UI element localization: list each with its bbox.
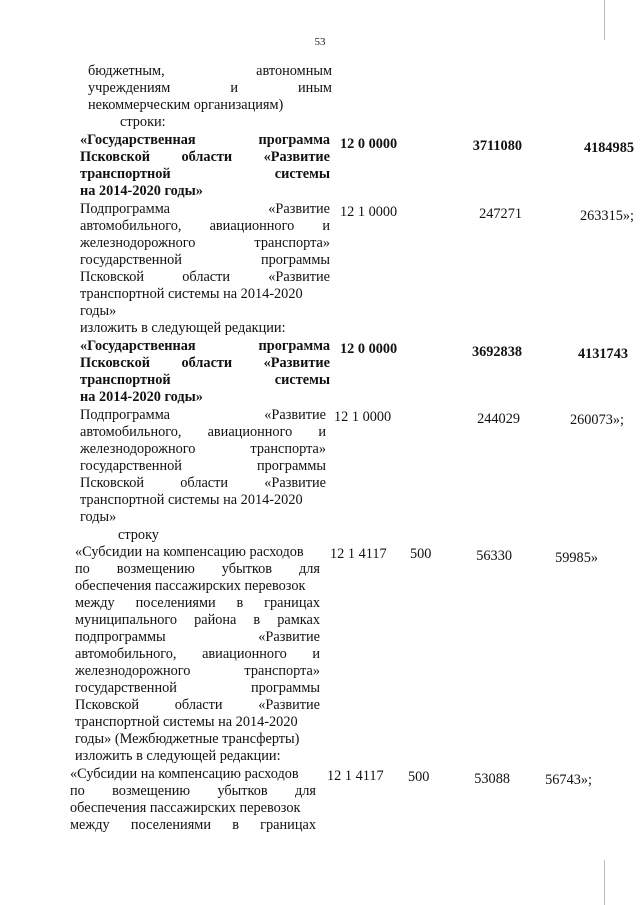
old2-line-5: муниципального района в рамках	[75, 612, 320, 628]
scan-edge-bottom	[604, 860, 605, 905]
old1-row1-value-1: 3711080	[472, 138, 522, 154]
new1-row2-code: 12 1 0000	[334, 409, 392, 425]
new1-row1-line-1: «Государственная программа	[80, 338, 330, 354]
new1-row1-value-1: 3692838	[471, 344, 522, 360]
old2-line-3: обеспечения пассажирских перевозок	[75, 578, 306, 594]
new1-row1-line-2: Псковской области «Развитие	[80, 355, 330, 371]
new1-row1-code: 12 0 0000	[340, 341, 398, 357]
new2-line-2: по возмещению убытков для	[70, 783, 316, 799]
change-instruction-2: изложить в следующей редакции:	[75, 748, 281, 764]
intro-line-3: некоммерческим организациям)	[88, 97, 284, 113]
old2-line-9: государственной программы	[75, 680, 320, 696]
old2-line-2: по возмещению убытков для	[75, 561, 320, 577]
old1-row2-line-6: транспортной системы на 2014-2020	[80, 286, 303, 302]
old2-value-2: 59985»	[555, 550, 598, 566]
old1-row1-line-1: «Государственная программа	[80, 132, 330, 148]
new1-row2-line-1: Подпрограмма «Развитие	[80, 407, 326, 423]
change-instruction-1: изложить в следующей редакции:	[80, 320, 286, 336]
scan-edge-top	[604, 0, 605, 40]
old1-row2-line-3: железнодорожного транспорта»	[80, 235, 330, 251]
stroku-label: строку	[118, 527, 159, 543]
old1-row2-line-2: автомобильного, авиационного и	[80, 218, 330, 234]
new1-row2-line-7: годы»	[80, 509, 117, 525]
new1-row2-line-3: железнодорожного транспорта»	[80, 441, 326, 457]
old1-row1-line-2: Псковской области «Развитие	[80, 149, 330, 165]
old1-row1-code: 12 0 0000	[340, 136, 398, 152]
old2-line-4: между поселениями в границах	[75, 595, 320, 611]
new1-row2-value-2: 260073»;	[569, 412, 624, 428]
new2-expense-type: 500	[408, 769, 430, 785]
new1-row2-line-4: государственной программы	[80, 458, 326, 474]
old2-line-7: автомобильного, авиационного и	[75, 646, 320, 662]
new2-line-4: между поселениями в границах	[70, 817, 316, 833]
old1-row2-value-2: 263315»;	[579, 208, 634, 224]
page-number: 53	[314, 36, 326, 48]
new1-row2-line-2: автомобильного, авиационного и	[80, 424, 326, 440]
old1-row2-line-1: Подпрограмма «Развитие	[80, 201, 330, 217]
old2-line-10: Псковской области «Развитие	[75, 697, 320, 713]
new1-row1-value-2: 4131743	[577, 346, 628, 362]
new2-line-3: обеспечения пассажирских перевозок	[70, 800, 301, 816]
old2-value-1: 56330	[476, 548, 512, 564]
old1-row1-line-4: на 2014-2020 годы»	[80, 183, 203, 199]
intro-line-4: строки:	[120, 114, 166, 130]
old2-line-11: транспортной системы на 2014-2020	[75, 714, 298, 730]
new2-line-1: «Субсидии на компенсацию расходов	[70, 766, 299, 782]
new1-row2-value-1: 244029	[477, 411, 520, 427]
old2-line-1: «Субсидии на компенсацию расходов	[75, 544, 304, 560]
intro-line-2: учреждениям и иным	[88, 80, 332, 96]
new2-value-2: 56743»;	[545, 772, 592, 788]
old1-row1-line-3: транспортной системы	[80, 166, 330, 182]
old1-row2-line-4: государственной программы	[80, 252, 330, 268]
new2-code: 12 1 4117	[327, 768, 384, 784]
old1-row2-line-5: Псковской области «Развитие	[80, 269, 330, 285]
new1-row1-line-3: транспортной системы	[80, 372, 330, 388]
old1-row1-value-2: 4184985	[583, 140, 634, 156]
old2-line-8: железнодорожного транспорта»	[75, 663, 320, 679]
old2-code: 12 1 4117	[330, 546, 387, 562]
old1-row2-line-7: годы»	[80, 303, 117, 319]
intro-line-1: бюджетным, автономным	[88, 63, 332, 79]
old1-row2-code: 12 1 0000	[340, 204, 398, 220]
old2-expense-type: 500	[410, 546, 432, 562]
new1-row1-line-4: на 2014-2020 годы»	[80, 389, 203, 405]
new1-row2-line-6: транспортной системы на 2014-2020	[80, 492, 303, 508]
new2-value-1: 53088	[474, 771, 510, 787]
old2-line-6: подпрограммы «Развитие	[75, 629, 320, 645]
old2-line-12: годы» (Межбюджетные трансферты)	[75, 731, 300, 747]
new1-row2-line-5: Псковской области «Развитие	[80, 475, 326, 491]
old1-row2-value-1: 247271	[479, 206, 522, 222]
